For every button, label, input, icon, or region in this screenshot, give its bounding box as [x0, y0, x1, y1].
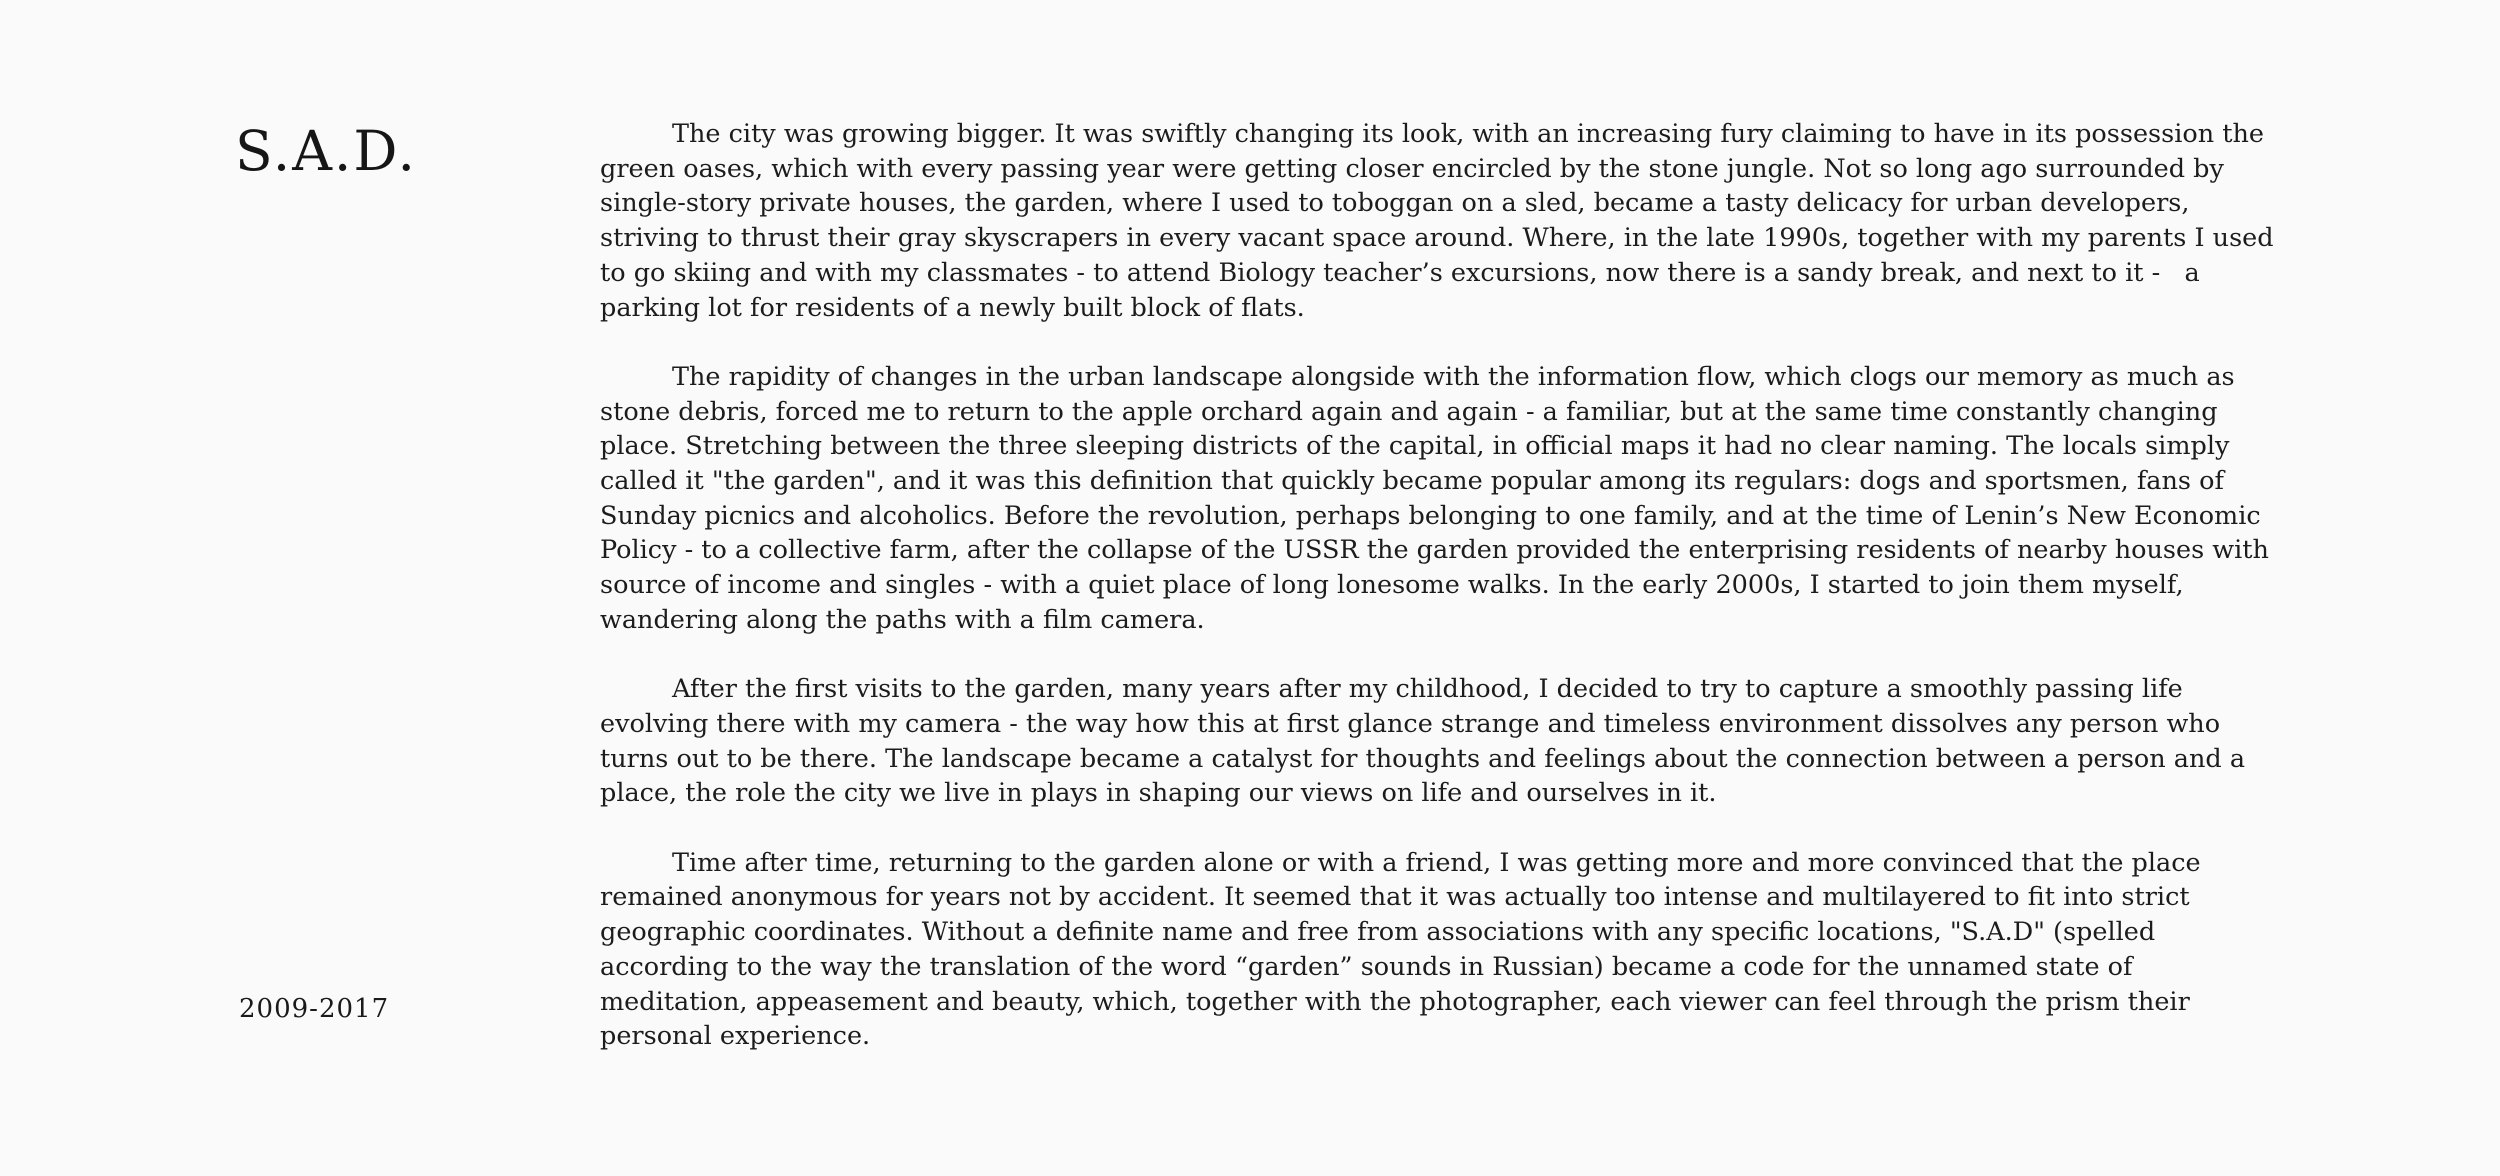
body-text — [600, 117, 2285, 1054]
paragraph-3: After the first visits to the garden, many years after my childhood, I decided to try to capture a smoothly passing life evolving there with my camera - the way how this at first glance strange and timeless environment dissolves any person who turns out to be there. The landscape became a catalyst for thoughts and feelings about the connection between a person and a place, the role the city we live in plays in shaping our views on life and ourselves in it. — [600, 674, 2254, 809]
paragraph-2: The rapidity of changes in the urban landscape alongside with the information flow, which clogs our memory as much as stone debris, forced me to return to the apple orchard again and again - a familiar, but at the same time constantly changing place. Stretching between the three sleeping districts of the capital, in official maps it had no clear naming. The locals simply called it "the garden", and it was this definition that quickly became popular among its regulars: dogs and sportsmen, fans of Sunday picnics and alcoholics. Before the revolution, perhaps belonging to one family, and at the time of Lenin’s New Economic Policy - to a collective farm, after the collapse of the USSR the garden provided the enterprising residents of nearby houses with source of income and singles - with a quiet place of long lonesome walks. In the early 2000s, I started to join them myself, wandering along the paths with a film camera. — [600, 361, 2278, 635]
paragraph-4: Time after time, returning to the garden alone or with a friend, I was getting more and more convinced that the place remained anonymous for years not by accident. It seemed that it was actually too intense and multilayered to fit into strict geographic coordinates. Without a definite name and free from associations with any specific locations, "S.A.D" (spelled according to the way the translation of the word “garden” sounds in Russian) became a code for the unnamed state of meditation, appeasement and beauty, which, together with the photographer, each viewer can feel through the prism their personal experience. — [600, 847, 2209, 1052]
date-range: 2009-2017 — [239, 994, 390, 1024]
page-title: S.A.D. — [235, 119, 418, 183]
paragraph-1: The city was growing bigger. It was swiftly changing its look, with an increasing fury claiming to have in its possession the green oases, which with every passing year were getting closer encircled by the stone jungle. Not so long ago surrounded by single-story private houses, the garden, where I used to toboggan on a sled, became a tasty delicacy for urban developers, striving to thrust their gray skyscrapers in every vacant space around. Where, in the late 1990s, together with my parents I used to go skiing and with my classmates - to attend Biology teacher’s excursions, now there is a sandy break, and next to it - a parking lot for residents of a newly built block of flats. — [600, 119, 2282, 323]
